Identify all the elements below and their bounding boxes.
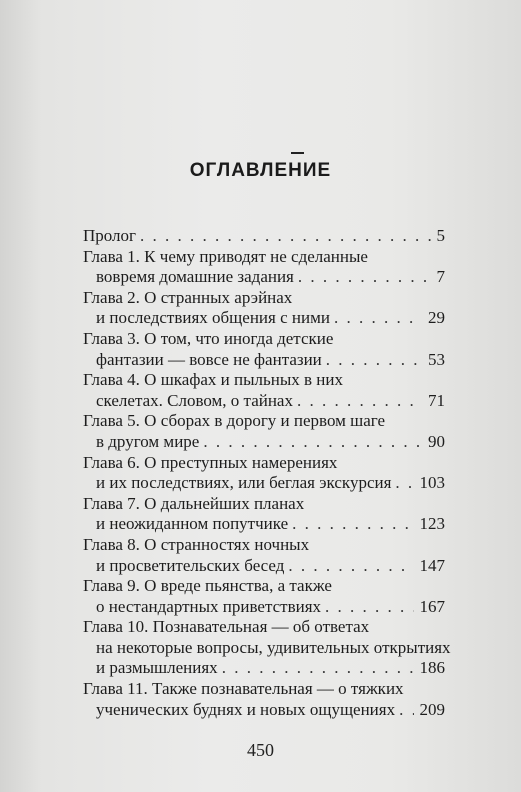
toc-entry-title-cont: и неожиданном попутчике (96, 514, 289, 534)
leader-dots (297, 391, 422, 412)
toc-entry-chapter-8 (83, 535, 445, 576)
toc-line (83, 576, 445, 597)
toc-line (83, 308, 445, 329)
toc-page-number: 147 (419, 555, 445, 575)
toc-entry-title: Пролог (83, 226, 137, 245)
toc-entry-title: Глава 4. О шкафах и пыльных в них (83, 370, 343, 390)
leader-dots (399, 700, 413, 721)
toc-entry-chapter-1 (83, 247, 445, 288)
toc-line (83, 411, 445, 432)
leader-dots (298, 267, 431, 288)
toc-entry-title-cont: скелетах. Словом, о тайнах (96, 390, 293, 410)
toc-entry-title-cont: в другом мире (96, 431, 200, 451)
toc-page-number: 209 (419, 699, 445, 719)
toc-entry-title: Глава 1. К чему приводят не сделанные (83, 246, 368, 266)
toc-entry-title-cont: о нестандартных приветствиях (96, 596, 322, 616)
toc-entry-chapter-9 (83, 576, 445, 617)
toc-entry-chapter-4 (83, 370, 445, 411)
toc-line (83, 247, 445, 268)
toc-line (83, 679, 445, 700)
toc-entry-title: Глава 5. О сборах в дорогу и первом шаге (83, 411, 386, 431)
toc-entry-chapter-7 (83, 494, 445, 535)
toc-line (83, 226, 445, 247)
toc-page-number: 29 (428, 308, 445, 328)
toc-line (83, 329, 445, 350)
toc-page-number: 90 (428, 431, 445, 451)
toc-line (83, 597, 445, 618)
toc-page-number: 123 (419, 514, 445, 534)
toc-entry-title: Глава 11. Также познавательная — о тяжких (83, 679, 404, 699)
toc-entry-title: Глава 8. О странностях ночных (83, 534, 310, 554)
leader-dots (222, 658, 414, 679)
toc-line (83, 432, 445, 453)
toc-entry-chapter-10 (83, 617, 451, 679)
toc-entry-prologue (83, 226, 445, 247)
toc-line (83, 700, 445, 721)
toc-line (83, 350, 445, 371)
toc-line (83, 288, 445, 309)
leader-dots (292, 514, 413, 535)
leader-dots (203, 432, 422, 453)
toc-line (83, 617, 445, 638)
table-of-contents (83, 226, 451, 720)
toc-line (83, 267, 445, 288)
leader-dots (334, 308, 422, 329)
toc-entry-chapter-3 (83, 329, 445, 370)
leader-dots (288, 556, 413, 577)
toc-line (83, 556, 445, 577)
toc-line (83, 494, 445, 515)
toc-page-number: 186 (419, 658, 445, 678)
toc-entry-title-cont: ученических буднях и новых ощущениях (96, 699, 396, 719)
ornament-dash (291, 152, 304, 154)
toc-line (83, 391, 445, 412)
toc-line (83, 658, 445, 679)
toc-page-number: 71 (428, 390, 445, 410)
toc-entry-title-cont: и их последствиях, или беглая экскурсия (96, 473, 392, 493)
toc-page-number: 103 (419, 473, 445, 493)
toc-page-number: 7 (436, 267, 445, 287)
toc-entry-title-cont: и последствиях общения с ними (96, 308, 330, 328)
leader-dots (325, 597, 413, 618)
toc-entry-title-cont: и размышлениях (96, 658, 218, 678)
leader-dots (140, 226, 430, 247)
toc-entry-chapter-6 (83, 453, 445, 494)
toc-entry-chapter-2 (83, 288, 445, 329)
toc-line (83, 370, 445, 391)
toc-page-number: 5 (436, 226, 445, 245)
toc-entry-title: Глава 7. О дальнейших планах (83, 493, 305, 513)
toc-entry-title: Глава 10. Познавательная — об ответах (83, 617, 370, 637)
toc-entry-title-cont: и просветительских бесед (96, 555, 285, 575)
toc-entry-chapter-11 (83, 679, 445, 720)
toc-entry-title-cont: на некоторые вопросы, удивительных открытиях (96, 637, 451, 657)
toc-entry-title: Глава 9. О вреде пьянства, а также (83, 576, 332, 596)
toc-line (83, 514, 445, 535)
toc-line (83, 535, 445, 556)
toc-line (83, 453, 445, 474)
toc-entry-title: Глава 2. О странных арэйнах (83, 287, 293, 307)
toc-entry-title: Глава 3. О том, что иногда детские (83, 328, 334, 348)
leader-dots (326, 350, 422, 371)
toc-page-number: 53 (428, 349, 445, 369)
leader-dots (395, 473, 413, 494)
toc-entry-title-cont: фантазии — вовсе не фантазии (96, 349, 322, 369)
page-number: 450 (247, 740, 274, 760)
toc-line (83, 473, 445, 494)
toc-heading: ОГЛАВЛЕНИЕ (189, 160, 332, 181)
toc-entry-chapter-5 (83, 411, 445, 452)
toc-entry-title: Глава 6. О преступных намерениях (83, 452, 338, 472)
toc-entry-title-cont: вовремя домашние задания (96, 267, 294, 287)
toc-page-number: 167 (419, 596, 445, 616)
toc-line (83, 637, 451, 659)
